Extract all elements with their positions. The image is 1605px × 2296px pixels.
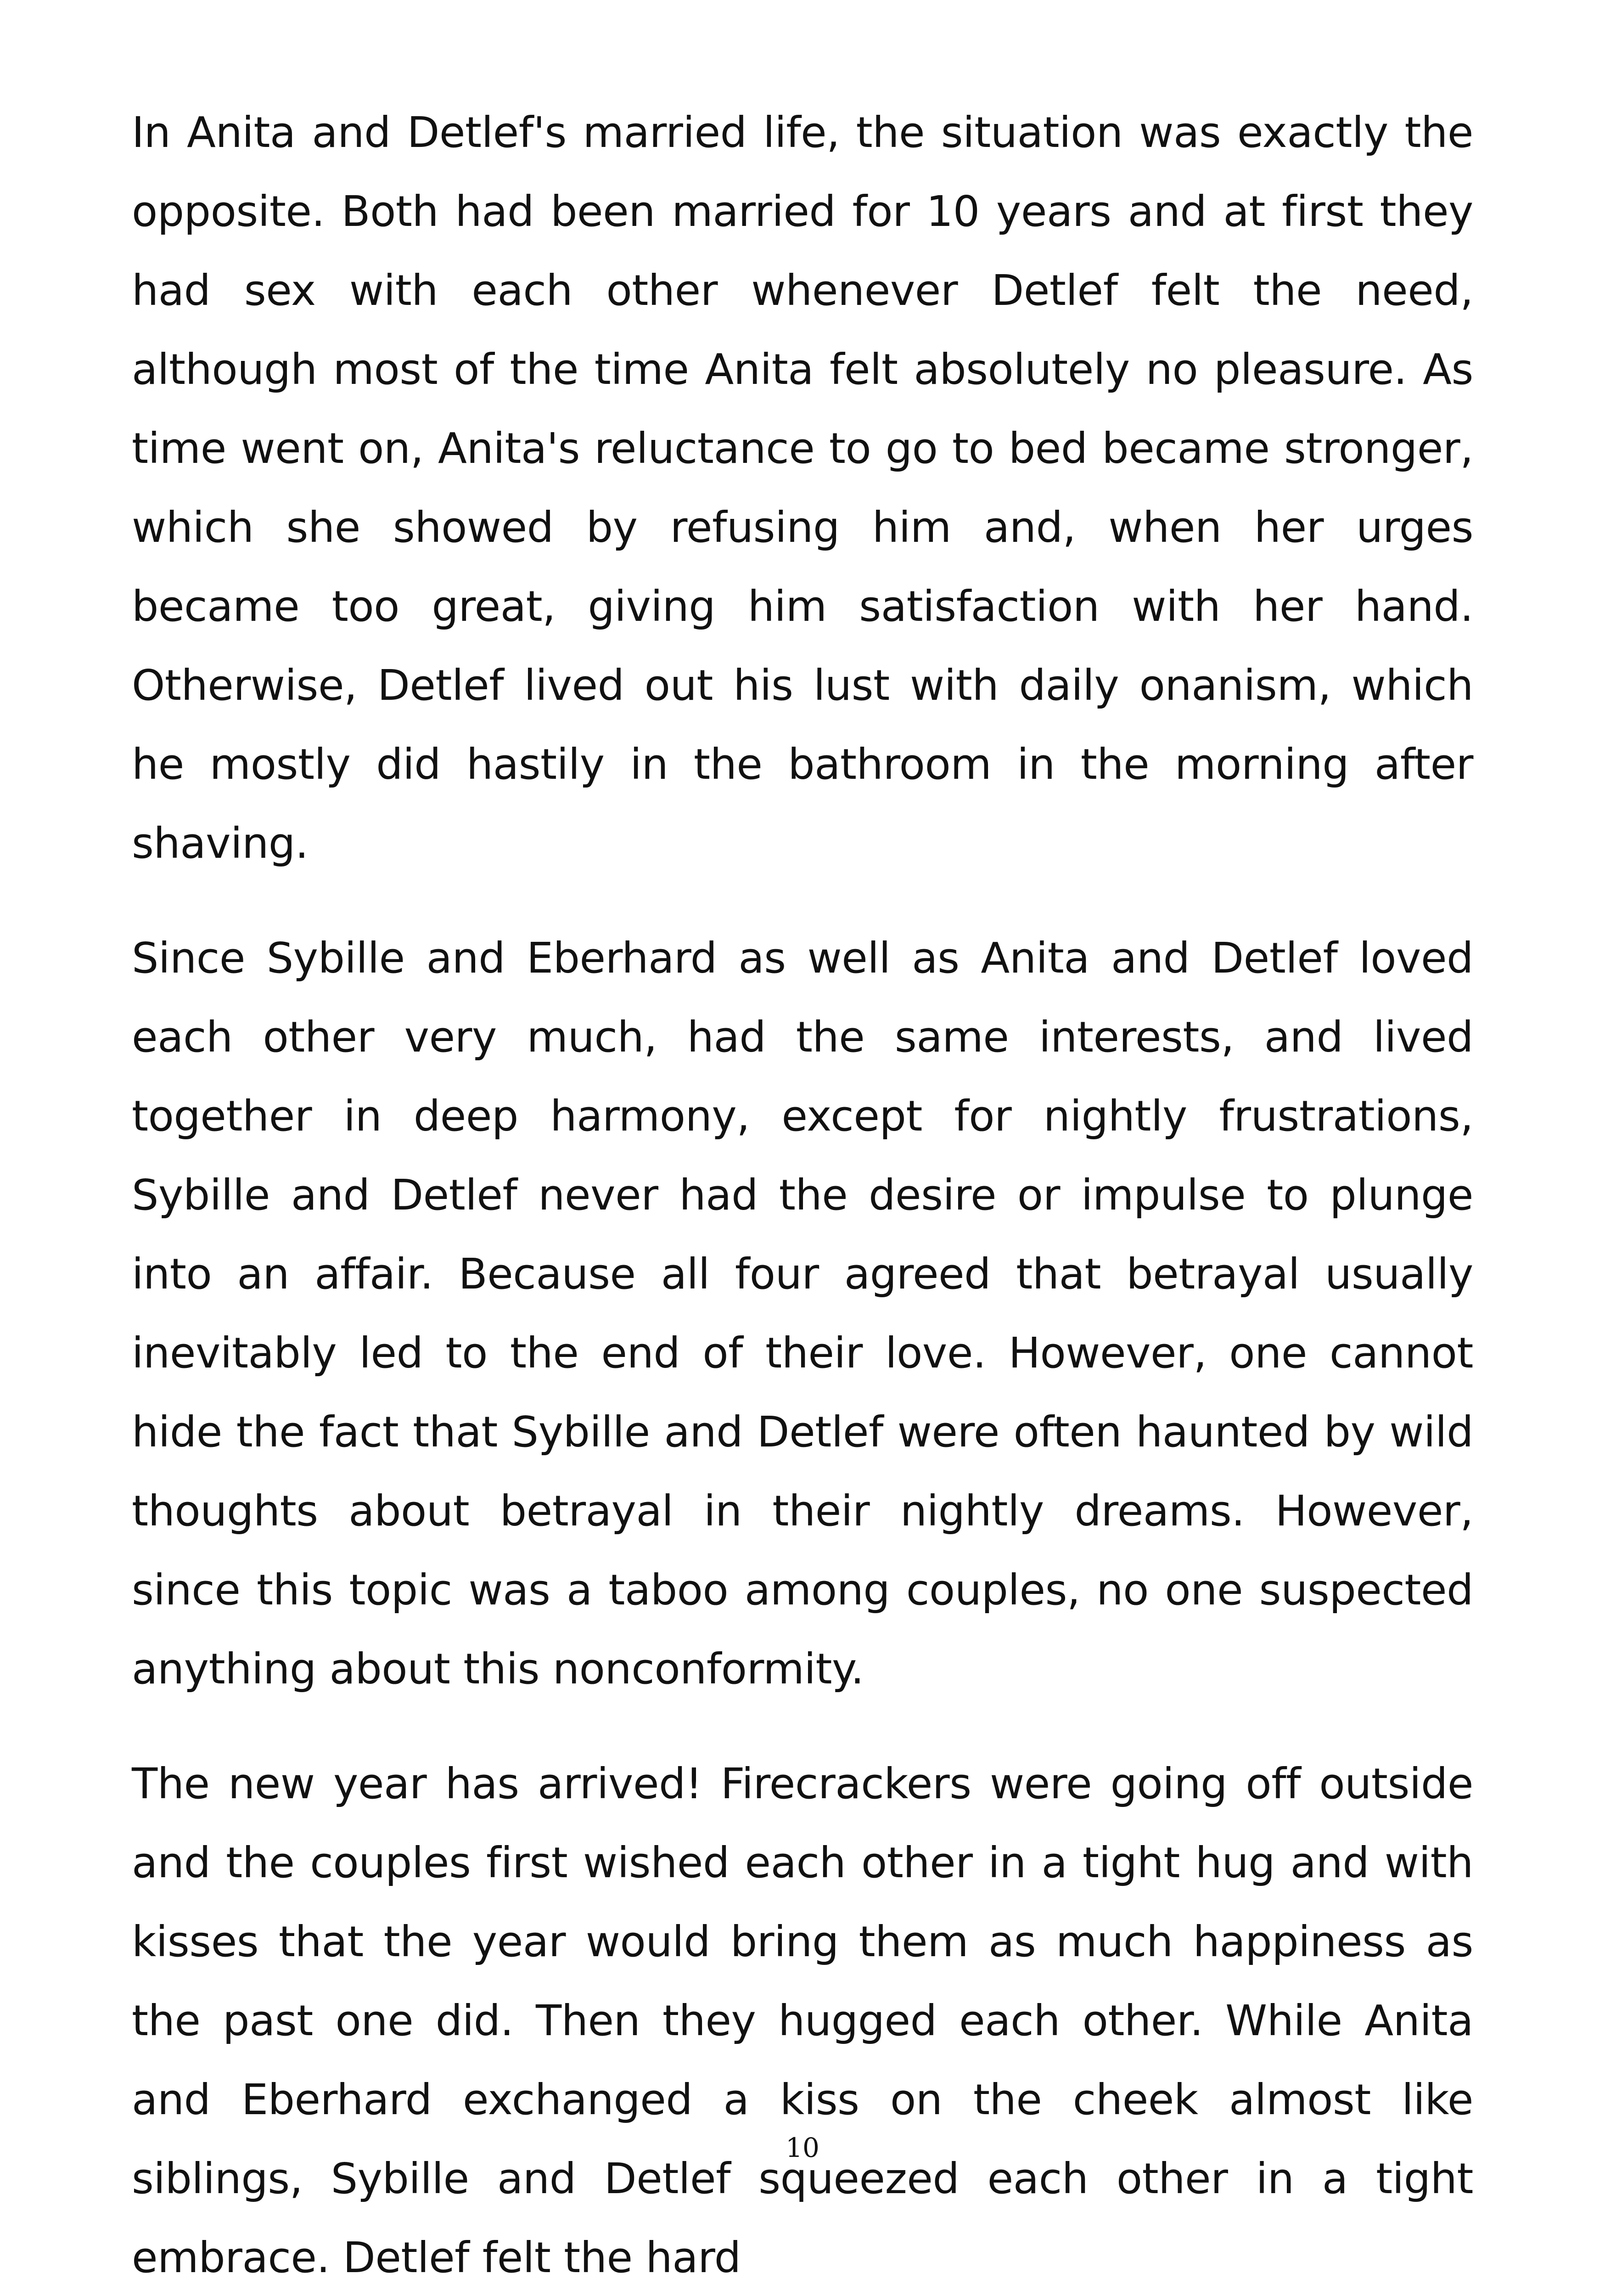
body-text: [132, 93, 1473, 2296]
paragraph-2: Since Sybille and Eberhard as well as Anita and Detlef loved each other very much, had the same interests, and lived together in deep harmony, except for nightly frustrations, Sybille and Detlef never had the desire or impulse to plunge into an affair. Because all four agreed that betrayal usually inevitably led to the end of their love. However, one cannot hide the fact that Sybille and Detlef were often haunted by wild thoughts about betrayal in their nightly dreams. However, since this topic was a taboo among couples, no one suspected anything about this nonconformity.: [132, 934, 1473, 1694]
paragraph-3: The new year has arrived! Firecrackers were going off outside and the couples first wished each other in a tight hug and with kisses that the year would bring them as much happiness as the past one did. Then they hugged each other. While Anita and Eberhard exchanged a kiss on the cheek almost like siblings, Sybille and Detlef squeezed each other in a tight embrace. Detlef felt the hard: [132, 1759, 1473, 2282]
paragraph-1: In Anita and Detlef's married life, the situation was exactly the opposite. Both had been married for 10 years and at first they had sex with each other whenever Detlef felt the need, although most of the time Anita felt absolutely no pleasure. As time went on, Anita's reluctance to go to bed became stronger, which she showed by refusing him and, when her urges became too great, giving him satisfaction with her hand. Otherwise, Detlef lived out his lust with daily onanism, which he mostly did hastily in the bathroom in the morning after shaving.: [132, 108, 1473, 868]
page-number: 10: [786, 2132, 819, 2163]
